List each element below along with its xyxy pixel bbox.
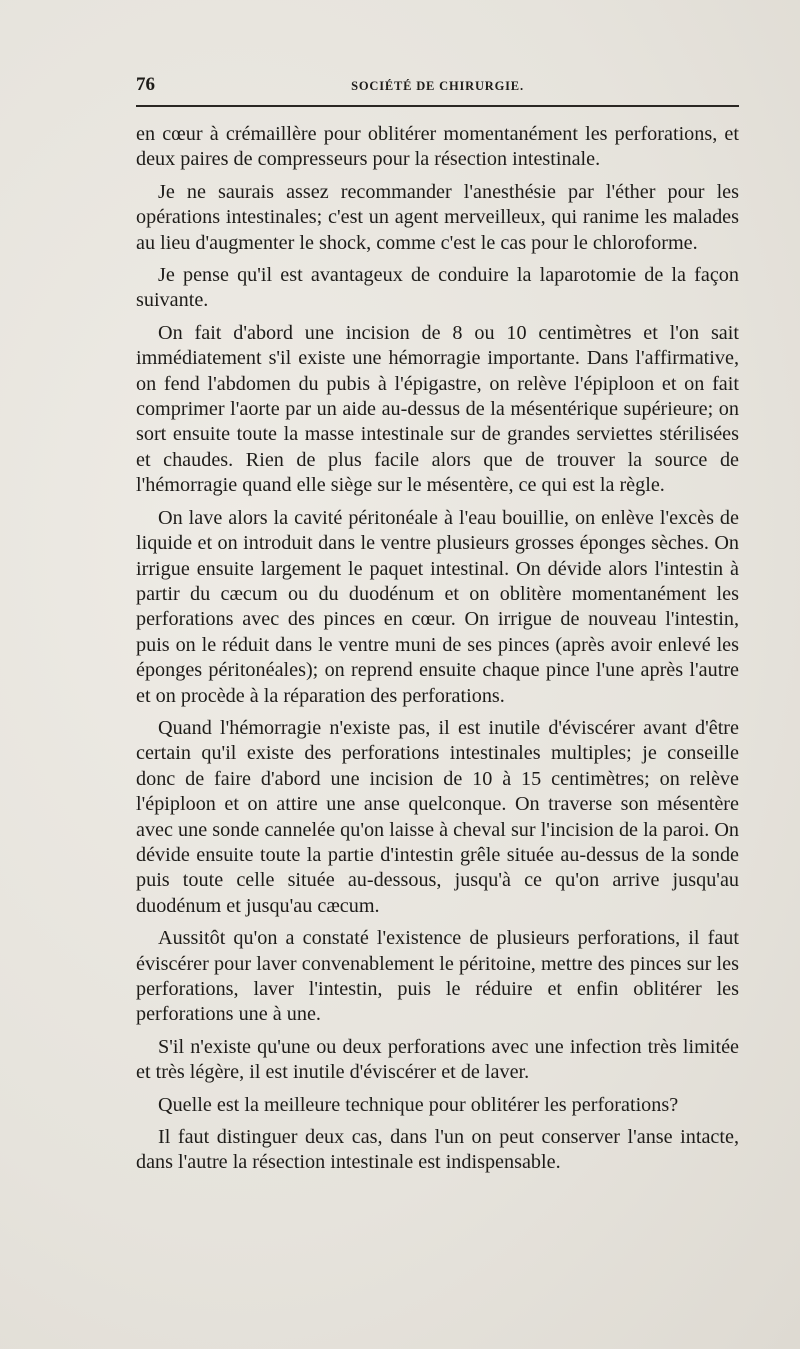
running-title: SOCIÉTÉ DE CHIRURGIE. bbox=[351, 79, 524, 93]
running-head bbox=[136, 70, 739, 102]
paragraph-10: Il faut distinguer deux cas, dans l'un on peut conserver l'anse intacte, dans l'autre la résection intestinale est indispensable. bbox=[136, 1126, 739, 1174]
paragraph-9: Quelle est la meilleure technique pour oblitérer les perforations? bbox=[158, 1093, 679, 1116]
paragraph-2: Je ne saurais assez recommander l'anesthésie par l'éther pour les opérations intestinales; c'est un agent merveilleux, qui ranime les malades au lieu d'augmenter le shock, comme c'est le cas pour le chloroforme. bbox=[136, 180, 739, 254]
paragraph-3: Je pense qu'il est avantageux de conduire la laparotomie de la façon suivante. bbox=[136, 264, 739, 312]
paragraph-1: en cœur à crémaillère pour oblitérer momentanément les perforations, et deux paires de compresseurs pour la résection intestinale. bbox=[136, 123, 739, 171]
book-page bbox=[136, 70, 739, 1174]
page-number: 76 bbox=[136, 74, 155, 95]
paragraph-7: Aussitôt qu'on a constaté l'existence de plusieurs perforations, il faut éviscérer pour laver convenablement le péritoine, mettre des pinces sur les perforations, laver l'intestin, puis le réduire et enfin oblitérer les perforations une à une. bbox=[136, 927, 739, 1026]
paragraph-6: Quand l'hémorragie n'existe pas, il est inutile d'éviscérer avant d'être certain qu'il existe des perforations intestinales multiples; je conseille donc de faire d'abord une incision de 10 à 15 centimètres; on relève l'épiploon et on attire une anse quelconque. On traverse son mésentère avec une sonde cannelée qu'on laisse à cheval sur l'incision de la paroi. On dévide ensuite toute la partie d'intestin grêle située au-dessus de la sonde puis toute celle située au-dessous, jusqu'à ce qu'on arrive jusqu'au duodénum et jusqu'au cæcum. bbox=[136, 716, 739, 917]
paragraph-8: S'il n'existe qu'une ou deux perforations avec une infection très limitée et très légère, il est inutile d'éviscérer et de laver. bbox=[136, 1035, 739, 1084]
paragraph-4: On fait d'abord une incision de 8 ou 10 centimètres et l'on sait immédiatement s'il existe une hémorragie importante. Dans l'affirmative, on fend l'abdomen du pubis à l'épigastre, on relève l'épiploon et on fait comprimer l'aorte par un aide au-dessus de la mésentérique supérieure; on sort ensuite toute la masse intestinale sur de grandes serviettes stérilisées et chaudes. Rien de plus facile alors que de trouver la source de l'hémorragie quand elle siège sur le mésentère, ce qui est la règle. bbox=[136, 321, 739, 497]
body-text bbox=[136, 122, 739, 1183]
paragraph-5: On lave alors la cavité péritonéale à l'eau bouillie, on enlève l'excès de liquide et on introduit dans le ventre plusieurs grosses éponges sèches. On irrigue ensuite largement le paquet intestinal. On dévide alors l'intestin à partir du cæcum ou du duodénum et on oblitère momentanément les perforations avec des pinces en cœur. On irrigue de nouveau l'intestin, puis on le réduit dans le ventre muni de ses pinces (après avoir enlevé les éponges péritonéales); on reprend ensuite chaque pince l'une après l'autre et on procède à la réparation des perforations. bbox=[136, 506, 739, 707]
header-rule bbox=[136, 105, 739, 107]
